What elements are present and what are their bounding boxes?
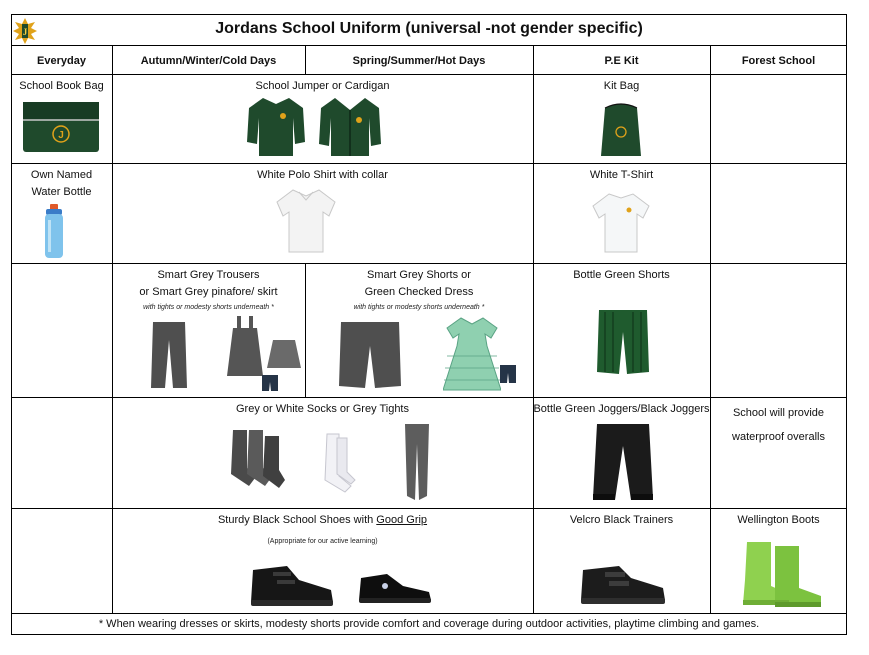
active-learning-note: (Appropriate for our active learning): [267, 538, 378, 545]
grey-shorts-line2: Green Checked Dress: [364, 286, 474, 298]
good-grip-text: Good Grip: [376, 514, 428, 526]
velcro-trainers-label: Velcro Black Trainers: [569, 514, 674, 526]
col-header-forest-school: Forest School: [741, 55, 816, 67]
grey-skirt-image: [267, 338, 301, 370]
velcro-school-shoes-image: [247, 560, 335, 608]
grey-shorts-image: [337, 320, 403, 390]
footer-note: * When wearing dresses or skirts, modesty shorts provide comfort and coverage during outdoor activities, playtime climbing and games.: [98, 618, 760, 630]
wellington-boots-label: Wellington Boots: [737, 514, 820, 526]
white-tshirt-image: [591, 190, 651, 254]
modesty-shorts-image-1: [261, 374, 279, 392]
white-socks-image: [317, 432, 357, 494]
school-shoes-label: [112, 512, 533, 529]
green-shorts-label: Bottle Green Shorts: [573, 269, 670, 281]
modesty-shorts-image-2: [499, 364, 517, 384]
waterproof-overalls-label: [710, 401, 847, 449]
water-bottle-image: [41, 204, 67, 260]
grey-trousers-line1: Smart Grey Trousers: [157, 269, 260, 281]
col-header-autumn-winter: Autumn/Winter/Cold Days: [140, 55, 277, 67]
school-shoes-prefix: Sturdy Black School Shoes with: [217, 514, 377, 526]
jumper-cardigan-label: School Jumper or Cardigan: [255, 80, 390, 92]
polo-shirt-label: White Polo Shirt with collar: [257, 169, 388, 181]
grey-shorts-line1: Smart Grey Shorts or: [367, 269, 471, 281]
autumn-tights-note: with tights or modesty shorts underneath *: [143, 304, 274, 311]
book-bag-label: School Book Bag: [19, 80, 104, 92]
white-tshirt-label: White T-Shirt: [589, 169, 654, 181]
spring-tights-note: with tights or modesty shorts underneath *: [353, 304, 485, 311]
joggers-label: Bottle Green Joggers/Black Joggers: [533, 403, 710, 415]
tbar-school-shoes-image: [357, 570, 433, 606]
book-bag-image: [21, 98, 101, 154]
kit-bag-image: [597, 98, 645, 158]
grey-trousers-line2: or Smart Grey pinafore/ skirt: [139, 286, 278, 298]
velcro-trainers-image: [577, 560, 667, 606]
grey-shorts-label: [305, 267, 533, 301]
kit-bag-label: Kit Bag: [603, 80, 640, 92]
school-jumper-image: [245, 94, 307, 158]
overalls-line2: waterproof overalls: [732, 431, 825, 443]
page-title: Jordans School Uniform (universal -not gender specific): [215, 20, 643, 37]
uniform-table: [11, 14, 847, 635]
green-checked-dress-image: [443, 316, 501, 392]
grey-trousers-label: [112, 267, 305, 301]
water-bottle-label: Own Named Water Bottle: [30, 169, 93, 198]
col-header-spring-summer: Spring/Summer/Hot Days: [352, 55, 486, 67]
overalls-line1: School will provide: [732, 407, 825, 419]
grey-socks-image: [227, 428, 285, 490]
school-cardigan-image: [317, 94, 383, 158]
col-header-everyday: Everyday: [37, 55, 86, 67]
svg-text:J: J: [58, 130, 64, 141]
grey-trousers-image: [149, 320, 189, 390]
wellington-boots-image: [739, 540, 827, 608]
col-header-pe-kit: P.E Kit: [604, 55, 639, 67]
black-joggers-image: [591, 422, 655, 504]
grey-tights-image: [397, 422, 437, 502]
socks-tights-label: Grey or White Socks or Grey Tights: [236, 403, 409, 415]
grey-pinafore-image: [227, 316, 263, 378]
polo-shirt-image: [275, 186, 337, 254]
green-shorts-image: [595, 308, 651, 376]
svg-text:J: J: [22, 27, 28, 37]
